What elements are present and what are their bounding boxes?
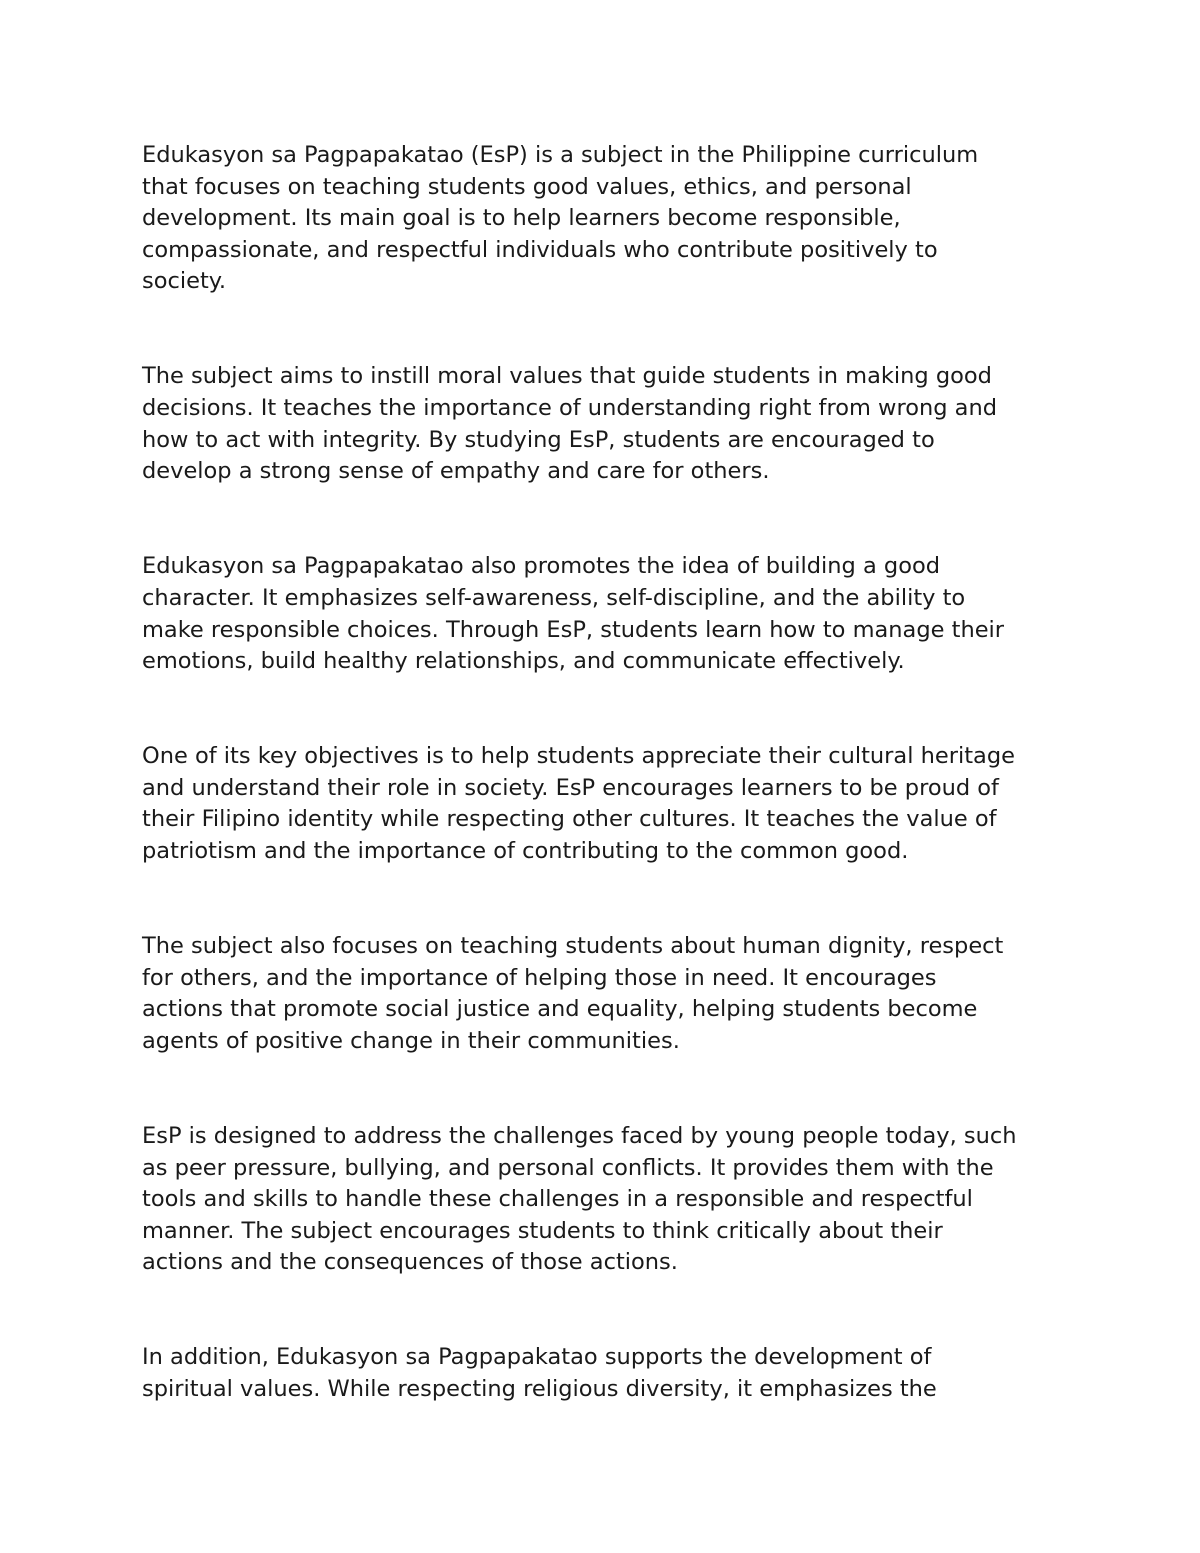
paragraph-line: patriotism and the importance of contributing to the common good.	[142, 838, 909, 864]
paragraph-line: tools and skills to handle these challenges in a responsible and respectful	[142, 1186, 973, 1213]
paragraph-line: how to act with integrity. By studying EsP, students are encouraged to	[142, 426, 935, 453]
paragraph-4	[142, 741, 1072, 867]
paragraph-line: character. It emphasizes self-awareness, self-discipline, and the ability to	[142, 584, 966, 611]
paragraph-line: actions that promote social justice and equality, helping students become	[142, 996, 978, 1023]
paragraph-3	[142, 551, 1072, 677]
paragraph-line: spiritual values. While respecting religious diversity, it emphasizes the	[142, 1376, 937, 1403]
paragraph-line: In addition, Edukasyon sa Pagpapakatao supports the development of	[142, 1344, 932, 1371]
paragraph-line: society.	[142, 268, 227, 295]
document-body	[142, 140, 1072, 1469]
paragraph-line: compassionate, and respectful individuals who contribute positively to	[142, 236, 938, 263]
paragraph-line: for others, and the importance of helping those in need. It encourages	[142, 964, 937, 991]
paragraph-line: make responsible choices. Through EsP, students learn how to manage their	[142, 616, 1005, 643]
paragraph-line: emotions, build healthy relationships, and communicate effectively.	[142, 648, 905, 675]
paragraph-6	[142, 1121, 1072, 1279]
paragraph-line: develop a strong sense of empathy and care for others.	[142, 458, 770, 485]
paragraph-line: decisions. It teaches the importance of understanding right from wrong and	[142, 395, 997, 422]
paragraph-line: their Filipino identity while respecting other cultures. It teaches the value of	[142, 806, 997, 833]
paragraph-line: agents of positive change in their communities.	[142, 1027, 680, 1054]
paragraph-line: Edukasyon sa Pagpapakatao also promotes the idea of building a good	[142, 553, 941, 580]
paragraph-line: actions and the consequences of those actions.	[142, 1249, 678, 1276]
paragraph-2	[142, 361, 1072, 487]
paragraph-line: The subject also focuses on teaching students about human dignity, respect	[142, 933, 1004, 960]
paragraph-line: that focuses on teaching students good values, ethics, and personal	[142, 173, 912, 200]
paragraph-line: manner. The subject encourages students to think critically about their	[142, 1217, 943, 1244]
paragraph-line: One of its key objectives is to help students appreciate their cultural heritage	[142, 743, 1015, 770]
paragraph-1	[142, 140, 1072, 298]
paragraph-7	[142, 1342, 1072, 1405]
paragraph-line: EsP is designed to address the challenges faced by young people today, such	[142, 1122, 1017, 1149]
paragraph-5	[142, 931, 1072, 1057]
paragraph-line: development. Its main goal is to help learners become responsible,	[142, 205, 901, 232]
paragraph-line: and understand their role in society. EsP encourages learners to be proud of	[142, 774, 999, 801]
paragraph-line: as peer pressure, bullying, and personal conflicts. It provides them with the	[142, 1154, 994, 1181]
paragraph-line: The subject aims to instill moral values that guide students in making good	[142, 363, 992, 390]
paragraph-line: Edukasyon sa Pagpapakatao (EsP) is a subject in the Philippine curriculum	[142, 142, 979, 168]
